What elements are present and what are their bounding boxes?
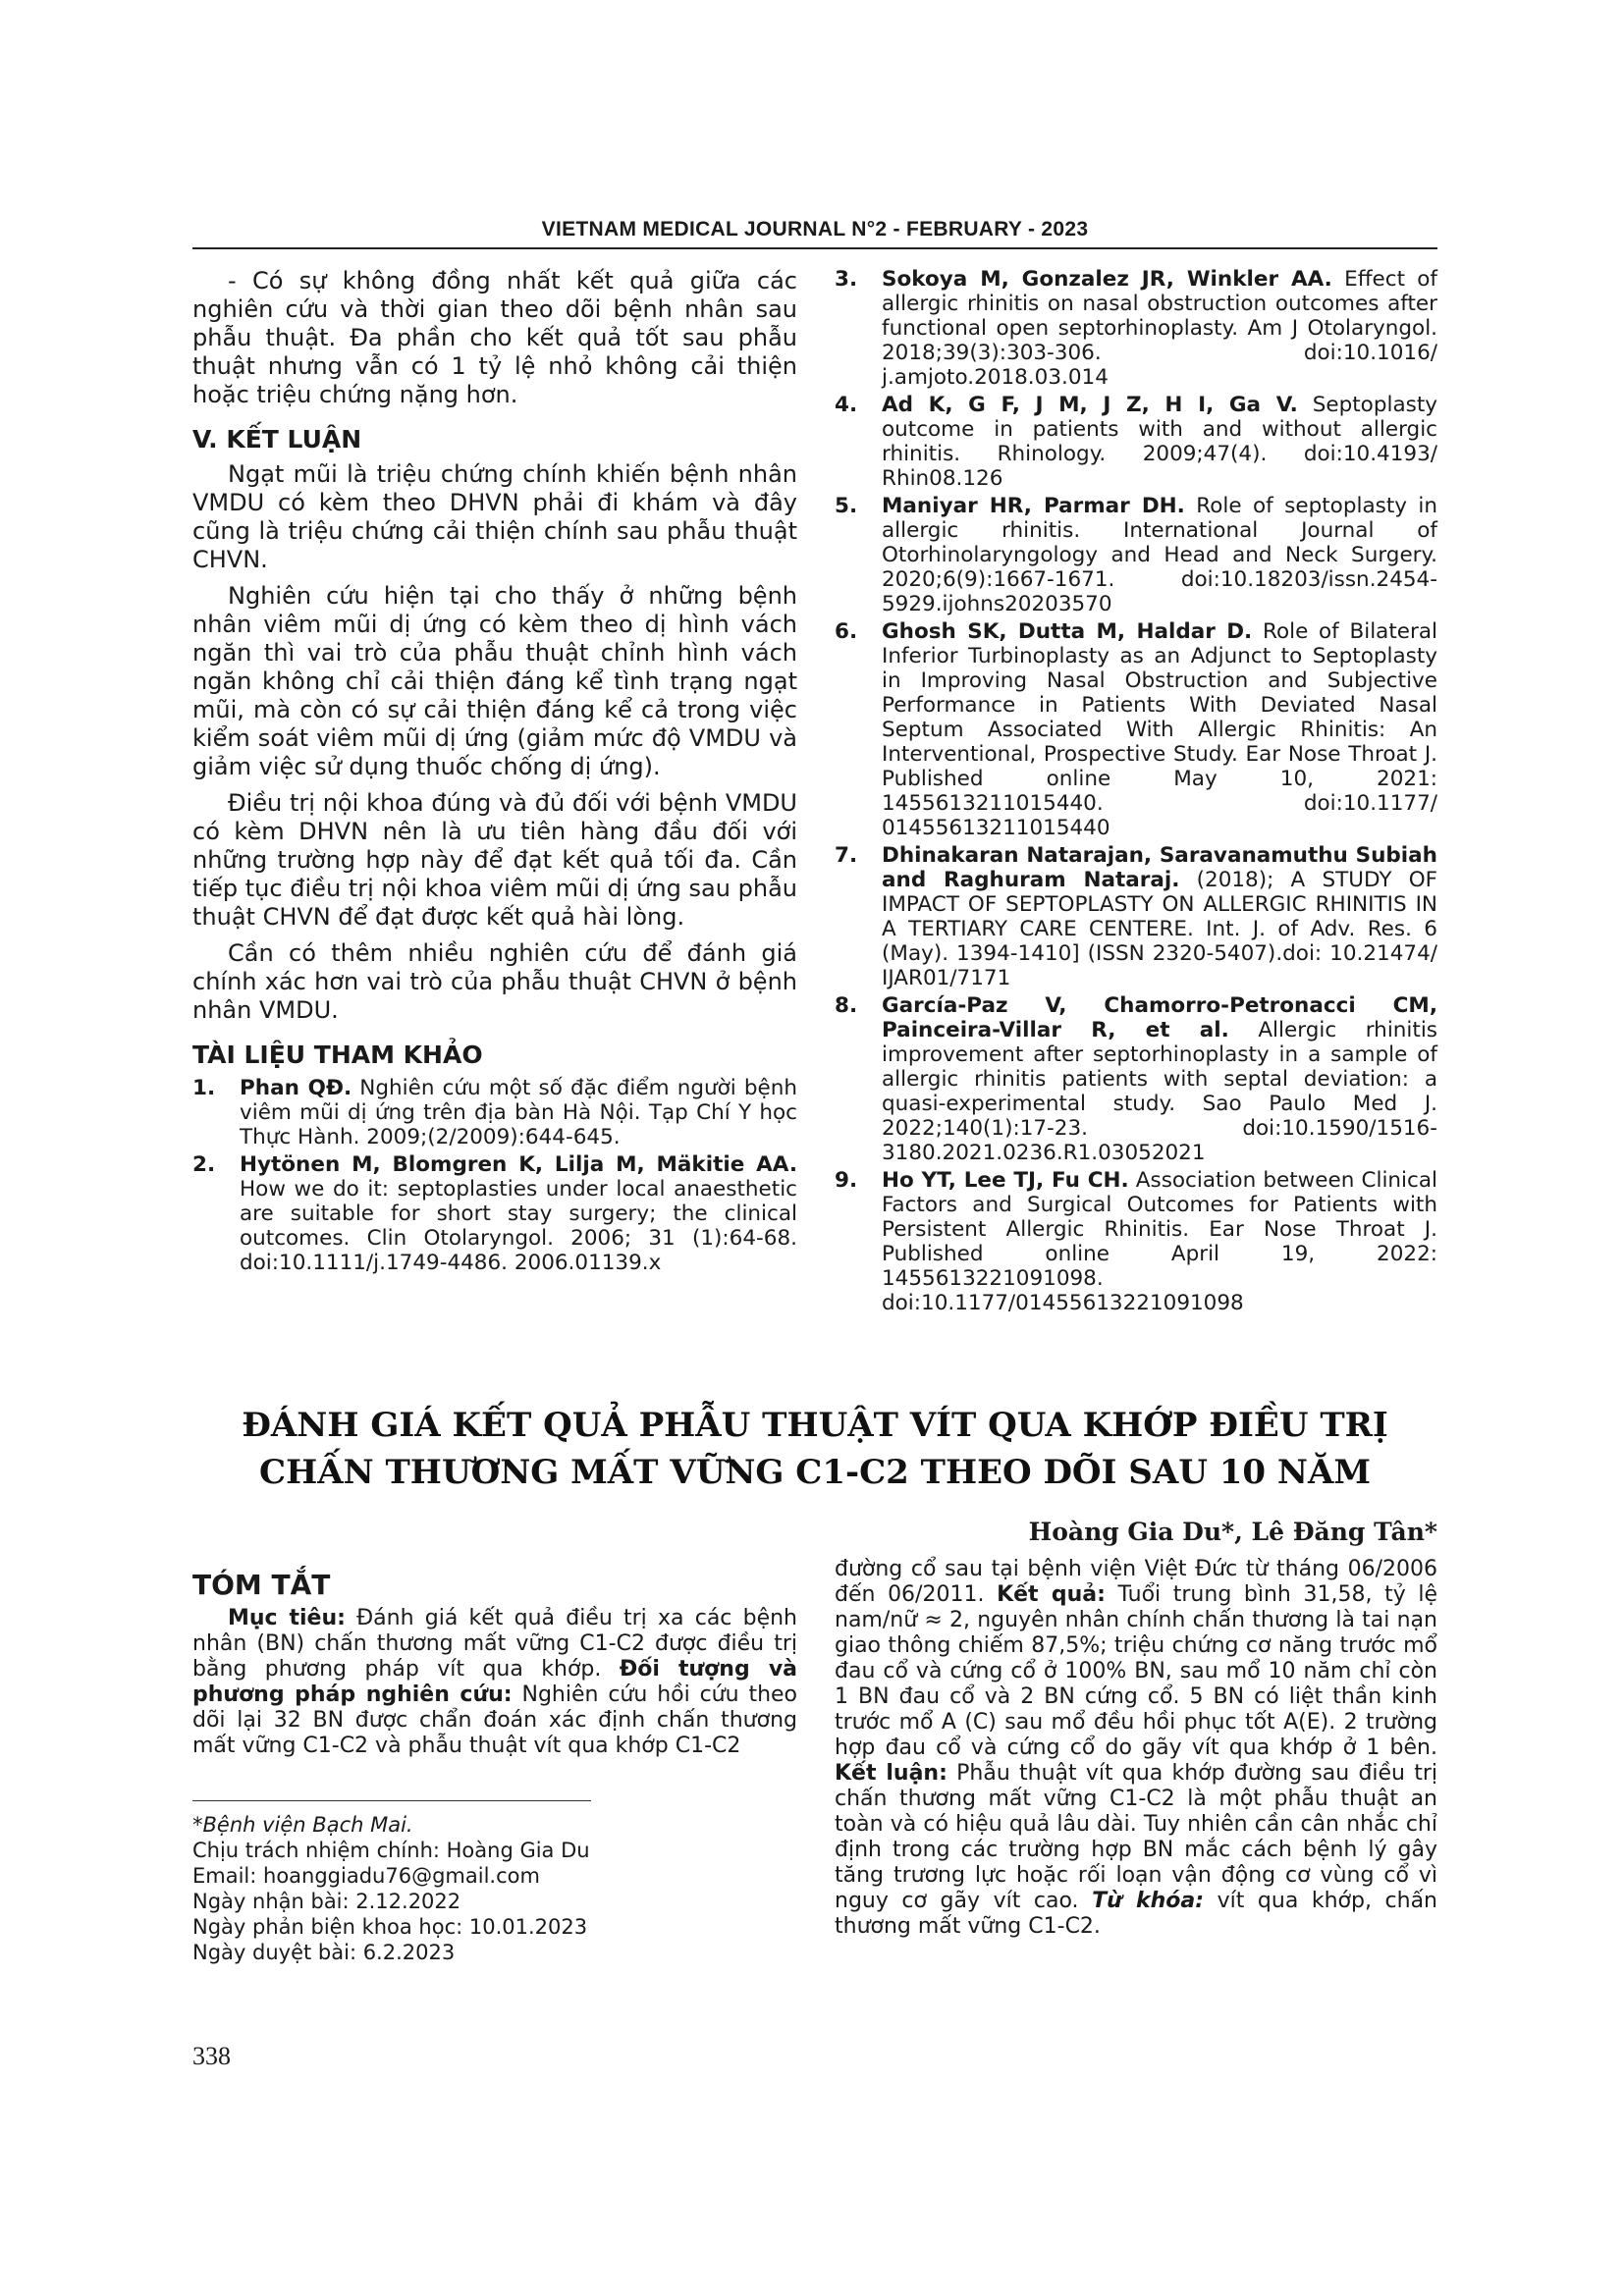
- conclusion-paragraph: Ngạt mũi là triệu chứng chính khiến bệnh nhân VMDU có kèm theo DHVN phải đi khám và đây cũng là triệu chứng cải thiện chính sau phẫu thuật CHVN.: [192, 460, 797, 573]
- abstract-left-column: [192, 1606, 797, 1759]
- reference-number: 8.: [835, 993, 858, 1018]
- footnote: [192, 1812, 797, 1965]
- reference-authors: Phan QĐ.: [240, 1076, 352, 1100]
- reference-number: 4.: [835, 393, 858, 417]
- reference-item: [835, 993, 1437, 1165]
- reference-item: [192, 1076, 797, 1149]
- conclusion-paragraph: Cần có thêm nhiều nghiên cứu để đánh giá chính xác hơn vai trò của phẫu thuật CHVN ở bệnh nhân VMDU.: [192, 939, 797, 1024]
- reference-text: Allergic rhinitis improvement after septorhinoplasty in a sample of allergic rhinitis patients with septal deviation: a quasi-experimental study. Sao Paulo Med J. 2022;140(1):17-23. doi:10.1590/1516-3180.2021.0236.R1.03052021: [882, 1018, 1437, 1165]
- conclusion-paragraph: Nghiên cứu hiện tại cho thấy ở những bệnh nhân viêm mũi dị ứng có kèm theo dị hình vách ngăn thì vai trò của phẫu thuật chỉnh hình vách ngăn không chỉ cải thiện đáng kể tình trạng ngạt mũi, mà còn có sự cải thiện đáng kể cả trong việc kiểm soát viêm mũi dị ứng (giảm mức độ VMDU và giảm việc sử dụng thuốc chống dị ứng).: [192, 582, 797, 780]
- footnote-rule: [192, 1800, 591, 1801]
- abstract-heading: TÓM TẮT: [192, 1569, 331, 1601]
- conclusion-heading: V. KẾT LUẬN: [192, 425, 362, 454]
- reference-authors: Dhinakaran Natarajan, Saravanamuthu Subiah and Raghuram Nataraj.: [882, 843, 1437, 892]
- abstract-paragraph: [835, 1557, 1437, 1940]
- reference-authors: Ad K, G F, J M, J Z, H I, Ga V.: [882, 393, 1298, 417]
- reference-text: Association between Clinical Factors and Surgical Outcomes for Patients with Persistent Allergic Rhinitis. Ear Nose Throat J. Published online April 19, 2022: 1455613221091098. doi:10.1177/01455613221091098: [882, 1168, 1437, 1315]
- reference-item: [835, 393, 1437, 491]
- abstract-paragraph: [192, 1606, 797, 1759]
- intro-paragraph: - Có sự không đồng nhất kết quả giữa các nghiên cứu và thời gian theo dõi bệnh nhân sau phẫu thuật. Đa phần cho kết quả tốt sau phẫu thuật nhưng vẫn có 1 tỷ lệ nhỏ không cải thiện hoặc triệu chứng nặng hơn.: [192, 267, 797, 408]
- reference-text: Septoplasty outcome in patients with and without allergic rhinitis. Rhinology. 2009;47(4). doi:10.4193/ Rhin08.126: [882, 393, 1437, 491]
- reference-number: 1.: [192, 1076, 216, 1100]
- reference-item: [835, 494, 1437, 616]
- conclusion-paragraph: Điều trị nội khoa đúng và đủ đối với bệnh VMDU có kèm DHVN nên là ưu tiên hàng đầu đối với những trường hợp này để đạt kết quả tối đa. Cần tiếp tục điều trị nội khoa viêm mũi dị ứng sau phẫu thuật CHVN để đạt được kết quả hài lòng.: [192, 789, 797, 931]
- footnote-received: Ngày nhận bài: 2.12.2022: [192, 1890, 461, 1913]
- page-number: 338: [192, 2042, 231, 2070]
- reference-number: 6.: [835, 619, 858, 644]
- abstract-text: Nghiên cứu hồi cứu theo dõi lại 32 BN được chẩn đoán xác định chấn thương mất vững C1-C2 và phẫu thuật vít qua khớp C1-C2: [192, 1682, 798, 1758]
- reference-item: [835, 1168, 1437, 1315]
- abstract-text: Phẫu thuật vít qua khớp đường sau điều trị chấn thương mất vững C1-C2 là một phẫu thuật an toàn và có hiệu quả lâu dài. Tuy nhiên cần cân nhắc chỉ định trong các trường hợp BN mắc cách bệnh lý gây tăng trương lực hoặc rối loạn vận động cơ vùng cổ vì nguy cơ gãy vít cao.: [835, 1761, 1438, 1913]
- abstract-label: Mục tiêu:: [228, 1606, 346, 1630]
- reference-authors: García-Paz V, Chamorro-Petronacci CM, Painceira-Villar R, et al.: [882, 993, 1437, 1042]
- footnote-accepted: Ngày duyệt bài: 6.2.2023: [192, 1941, 456, 1964]
- reference-item: [835, 267, 1437, 390]
- reference-authors: Ghosh SK, Dutta M, Haldar D.: [882, 619, 1253, 644]
- keywords-label: Từ khóa:: [1092, 1889, 1205, 1913]
- footnote-reviewed: Ngày phản biện khoa học: 10.01.2023: [192, 1915, 588, 1939]
- footnote-email: Email: hoanggiadu76@gmail.com: [192, 1864, 540, 1888]
- reference-number: 7.: [835, 843, 858, 868]
- left-column-top: [192, 267, 797, 1278]
- reference-number: 2.: [192, 1152, 216, 1177]
- reference-text: Effect of allergic rhinitis on nasal obstruction outcomes after functional open septorhinoplasty. Am J Otolaryngol. 2018;39(3):303-306. doi:10.1016/ j.amjoto.2018.03.014: [882, 267, 1437, 390]
- abstract-text: đường cổ sau tại bệnh viện Việt Đức từ tháng 06/2006 đến 06/2011.: [835, 1557, 1437, 1607]
- reference-number: 9.: [835, 1168, 858, 1193]
- reference-authors: Ho YT, Lee TJ, Fu CH.: [882, 1168, 1129, 1193]
- right-column-references: [835, 267, 1437, 1318]
- article-title-line: ĐÁNH GIÁ KẾT QUẢ PHẪU THUẬT VÍT QUA KHỚP ĐIỀU TRỊ: [242, 1406, 1388, 1445]
- abstract-label: Kết quả:: [997, 1582, 1106, 1607]
- abstract-label: Đối tượng và phương pháp nghiên cứu:: [192, 1657, 797, 1707]
- header-rule: [192, 247, 1437, 249]
- keywords-text: vít qua khớp, chấn thương mất vững C1-C2.: [835, 1889, 1437, 1939]
- reference-text: Role of Bilateral Inferior Turbinoplasty as an Adjunct to Septoplasty in Improving Nasal Obstruction and Subjective Performance in Patients With Deviated Nasal Septum Associated With Allergic Rhinitis: An Interventional, Prospective Study. Ear Nose Throat J. Published online May 10, 2021: 1455613211015440. doi:10.1177/ 01455613211015440: [882, 619, 1438, 840]
- reference-number: 5.: [835, 494, 858, 518]
- article-title: [192, 1402, 1437, 1496]
- footnote-affiliation: *Bệnh viện Bạch Mai.: [192, 1813, 413, 1837]
- abstract-label: Kết luận:: [835, 1761, 947, 1786]
- reference-item: [835, 619, 1437, 840]
- references-heading: TÀI LIỆU THAM KHẢO: [192, 1041, 483, 1069]
- reference-text: (2018); A STUDY OF IMPACT OF SEPTOPLASTY ON ALLERGIC RHINITIS IN A TERTIARY CARE CENTERE. Int. J. of Adv. Res. 6 (May). 1394-1410] (ISSN 2320-5407).doi: 10.21474/ IJAR01/7171: [882, 868, 1437, 990]
- reference-authors: Sokoya M, Gonzalez JR, Winkler AA.: [882, 267, 1332, 292]
- reference-authors: Maniyar HR, Parmar DH.: [882, 494, 1185, 518]
- abstract-text: Tuổi trung bình 31,58, tỷ lệ nam/nữ ≈ 2, nguyên nhân chính chấn thương là tai nạn giao thông chiếm 87,5%; triệu chứng cơ năng trước mổ đau cổ và cứng cổ ở 100% BN, sau mổ 10 năm chỉ còn 1 BN đau cổ và 2 BN cứng cổ. 5 BN có liệt thần kinh trước mổ A (C) sau mổ đều hồi phục tốt A(E). 2 trường hợp đau cổ và cứng cổ do gãy vít qua khớp ở 1 bên.: [835, 1582, 1437, 1760]
- reference-text: Nghiên cứu một số đặc điểm người bệnh viêm mũi dị ứng trên địa bàn Hà Nội. Tạp Chí Y học Thực Hành. 2009;(2/2009):644-645.: [240, 1076, 798, 1149]
- footnote-responsible: Chịu trách nhiệm chính: Hoàng Gia Du: [192, 1839, 590, 1862]
- reference-text: How we do it: septoplasties under local anaesthetic are suitable for short stay surgery; the clinical outcomes. Clin Otolaryngol. 2006; 31 (1):64-68. doi:10.1111/j.1749-4486. 2006.01139.x: [240, 1177, 797, 1275]
- article-authors: Hoàng Gia Du*, Lê Đăng Tân*: [1028, 1518, 1437, 1546]
- reference-authors: Hytönen M, Blomgren K, Lilja M, Mäkitie AA.: [240, 1152, 797, 1177]
- reference-text: Role of septoplasty in allergic rhinitis. International Journal of Otorhinolaryngology and Head and Neck Surgery. 2020;6(9):1667-1671. doi:10.18203/issn.2454-5929.ijohns20203570: [882, 494, 1437, 616]
- reference-number: 3.: [835, 267, 858, 292]
- abstract-text: Đánh giá kết quả điều trị xa các bệnh nhân (BN) chấn thương mất vững C1-C2 được điều trị bằng phương pháp vít qua khớp.: [192, 1606, 797, 1682]
- reference-item: [835, 843, 1437, 990]
- article-title-line: CHẤN THƯƠNG MẤT VỮNG C1-C2 THEO DÕI SAU 10 NĂM: [259, 1453, 1371, 1492]
- abstract-right-column: [835, 1557, 1437, 1940]
- running-header: VIETNAM MEDICAL JOURNAL N°2 - FEBRUARY - 2023: [541, 218, 1089, 240]
- reference-item: [192, 1152, 797, 1275]
